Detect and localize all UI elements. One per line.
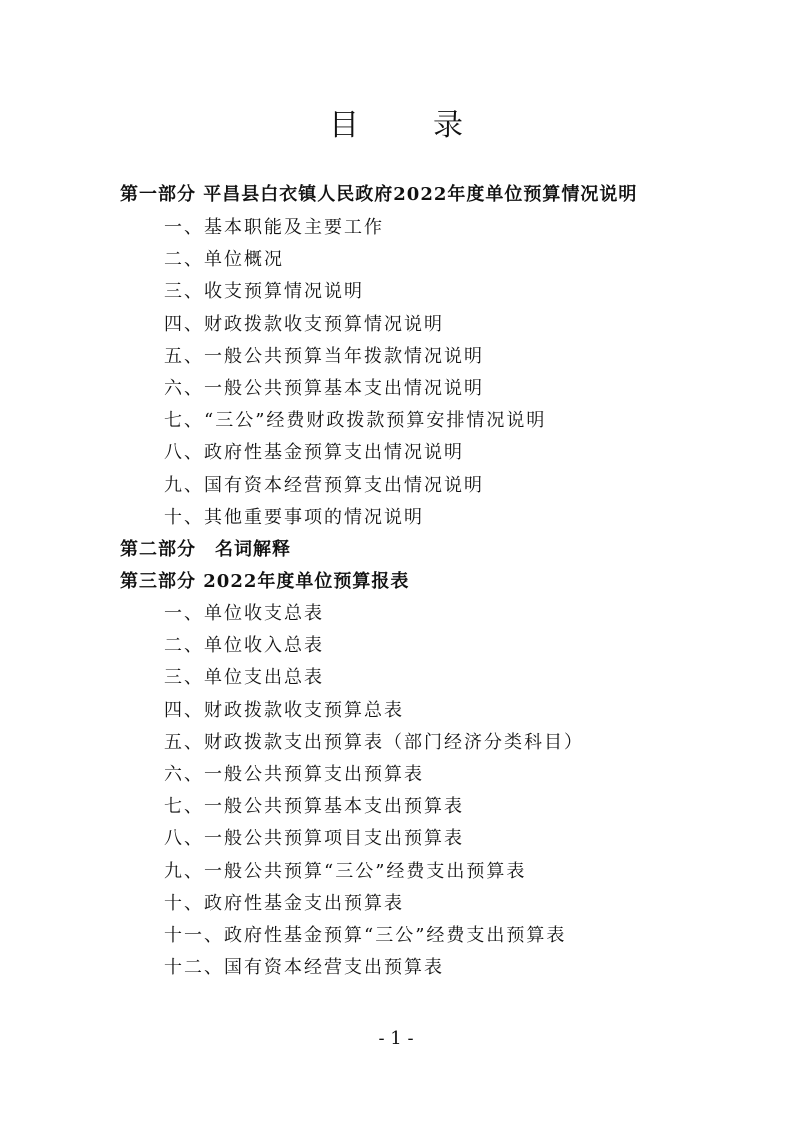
toc-item[interactable]: 七、一般公共预算基本支出预算表	[164, 796, 464, 818]
toc-item[interactable]: 三、单位支出总表	[164, 667, 324, 689]
toc-item[interactable]: 八、一般公共预算项目支出预算表	[164, 828, 464, 850]
toc-item[interactable]: 十一、政府性基金预算“三公”经费支出预算表	[164, 925, 567, 947]
toc-item[interactable]: 六、一般公共预算基本支出情况说明	[164, 378, 484, 400]
toc-item[interactable]: 九、国有资本经营预算支出情况说明	[164, 474, 484, 496]
toc-item[interactable]: 十二、国有资本经营支出预算表	[164, 957, 444, 979]
toc-item[interactable]: 九、一般公共预算“三公”经费支出预算表	[164, 860, 527, 882]
toc-item[interactable]: 一、基本职能及主要工作	[164, 217, 384, 238]
part-one-heading[interactable]: 第一部分 平昌县白衣镇人民政府2022年度单位预算情况说明	[120, 184, 638, 205]
toc-item[interactable]: 五、一般公共预算当年拨款情况说明	[164, 345, 484, 367]
toc-item[interactable]: 十、其他重要事项的情况说明	[164, 506, 424, 528]
part-three-heading[interactable]: 第三部分 2022年度单位预算报表	[120, 571, 410, 593]
toc-item[interactable]: 五、财政拨款支出预算表（部门经济分类科目）	[164, 731, 584, 753]
toc-item[interactable]: 二、单位概况	[164, 249, 284, 271]
page-number: - 1 -	[378, 1028, 414, 1049]
table-of-contents	[120, 178, 680, 984]
toc-item[interactable]: 一、单位收支总表	[164, 603, 324, 625]
toc-item[interactable]: 三、收支预算情况说明	[164, 281, 364, 303]
toc-item[interactable]: 四、财政拨款收支预算情况说明	[164, 313, 444, 335]
part-two-heading[interactable]: 第二部分 名词解释	[120, 539, 291, 561]
toc-item[interactable]: 二、单位收入总表	[164, 635, 324, 657]
toc-item[interactable]: 八、政府性基金预算支出情况说明	[164, 442, 464, 464]
document-title: 目 录	[329, 108, 485, 143]
toc-item[interactable]: 十、政府性基金支出预算表	[164, 892, 404, 914]
toc-item[interactable]: 七、“三公”经费财政拨款预算安排情况说明	[164, 410, 547, 432]
toc-item[interactable]: 六、一般公共预算支出预算表	[164, 764, 424, 786]
toc-item[interactable]: 四、财政拨款收支预算总表	[164, 699, 404, 721]
